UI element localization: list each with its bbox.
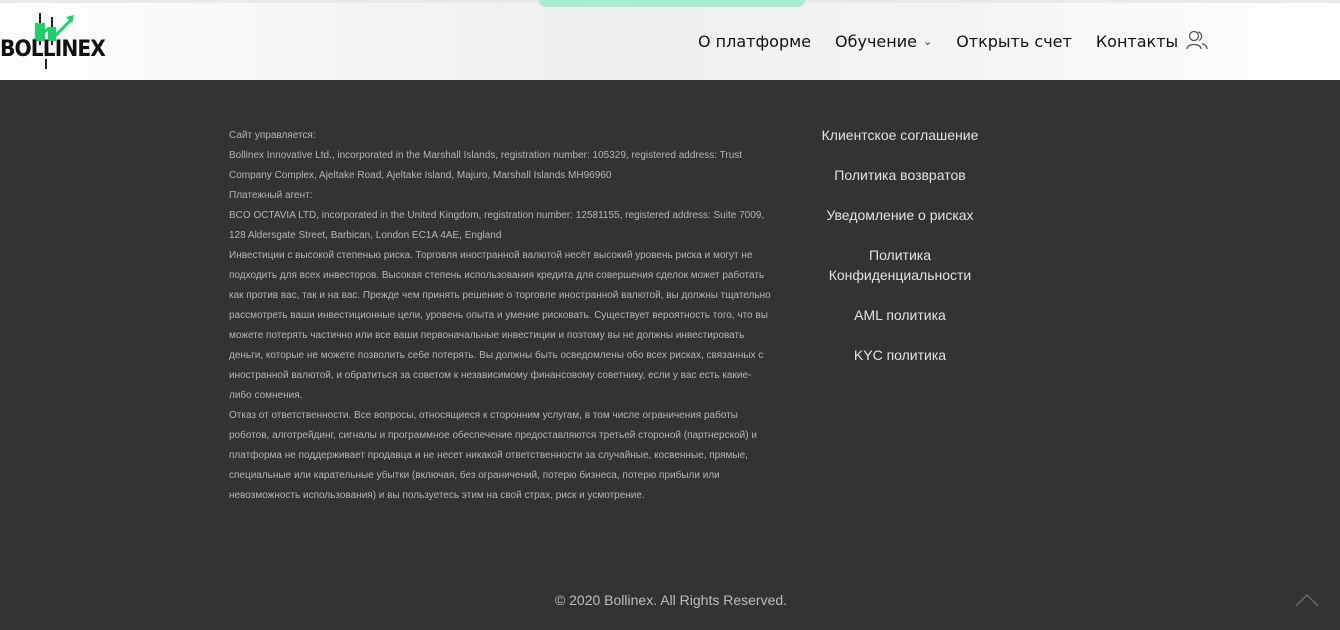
disclaimer-agent-label: Платежный агент: [229, 190, 313, 201]
header-accent-bar [539, 0, 805, 7]
disclaimer-liability: Отказ от ответственности. Все вопросы, относящиеся к сторонним услугам, в том числе ограничения работы роботов, алготрейдинг, сигналы и программное обеспечение предоставляются третьей стороной (партнерской) и платформа не поддерживает продавца и не несет никакой ответственности за случайные, косвенные, прямые, специальные или карательные убытки (включая, без ограничений, потерю бизнеса, потерю прибыли или невозможность использования) и вы пользуетесь этим на свой страх, риск и усмотрение. [229, 410, 757, 501]
footer-links [810, 125, 990, 385]
nav-item-contacts[interactable] [1096, 32, 1178, 51]
link-kyc-policy[interactable]: KYC политика [853, 347, 947, 363]
copyright: © 2020 Bollinex. All Rights Reserved. [554, 592, 788, 608]
nav-item-platform[interactable] [698, 32, 811, 51]
disclaimer-operator-label: Сайт управляется: [229, 130, 316, 141]
chevron-down-icon: ⌄ [922, 34, 933, 48]
footer-disclaimer [229, 126, 774, 506]
bollinex-logo[interactable] [0, 11, 110, 71]
link-refund-policy[interactable]: Политика возвратов [834, 167, 966, 183]
logo-text: BOLLINEX [0, 37, 105, 62]
nav-item-education[interactable] [835, 32, 932, 51]
disclaimer-risk-warning: Инвестиции с высокой степенью риска. Торговля иностранной валютой несёт высокий уровень риска и могут не подходить для всех инвесторов. Высокая степень использования кредита для совершения сделок может работать как против вас, так и на вас. Прежде чем принять решение о торговле иностранной валютой, вы должны тщательно рассмотреть ваши инвестиционные цели, уровень опыта и умение рисковать. Существует вероятность того, что вы можете потерять частично или все ваши первоначальные инвестиции и поэтому вы не должны инвестировать деньги, которые не можете позволить себе потерять. Вы должны быть осведомлены обо всех рисках, связанных с иностранной валютой, и обратиться за советом к независимому финансовому советнику, если у вас есть какие-либо сомнения. [229, 250, 771, 401]
nav-label: Обучение [835, 31, 917, 51]
link-risk-notice[interactable]: Уведомление о рисках [826, 207, 974, 223]
chevron-up-icon[interactable] [1294, 592, 1320, 608]
nav-label: Открыть счет [956, 31, 1072, 51]
main-nav [698, 30, 1178, 52]
user-icon[interactable] [1186, 30, 1208, 50]
nav-item-open-account[interactable] [956, 32, 1072, 51]
nav-label: О платформе [698, 31, 812, 51]
link-aml-policy[interactable]: AML политика [854, 307, 946, 323]
link-privacy-policy[interactable]: Политика Конфиденциальности [828, 247, 972, 283]
site-header [0, 0, 1340, 80]
link-client-agreement[interactable]: Клиентское соглашение [821, 127, 979, 143]
disclaimer-operator-details: Bollinex Innovative Ltd., incorporated in the Marshall Islands, registration number: 105329, registered address: Trust Company Complex, Ajeltake Road, Ajeltake Island, Majuro, Marshall Islands MH96960 [229, 150, 743, 181]
nav-label: Контакты [1095, 31, 1179, 51]
disclaimer-agent-details: BCO OCTAVIA LTD, incorporated in the United Kingdom, registration number: 12581155, registered address: Suite 7009, 128 Aldersgate Street, Barbican, London EC1A 4AE, England [229, 210, 765, 241]
